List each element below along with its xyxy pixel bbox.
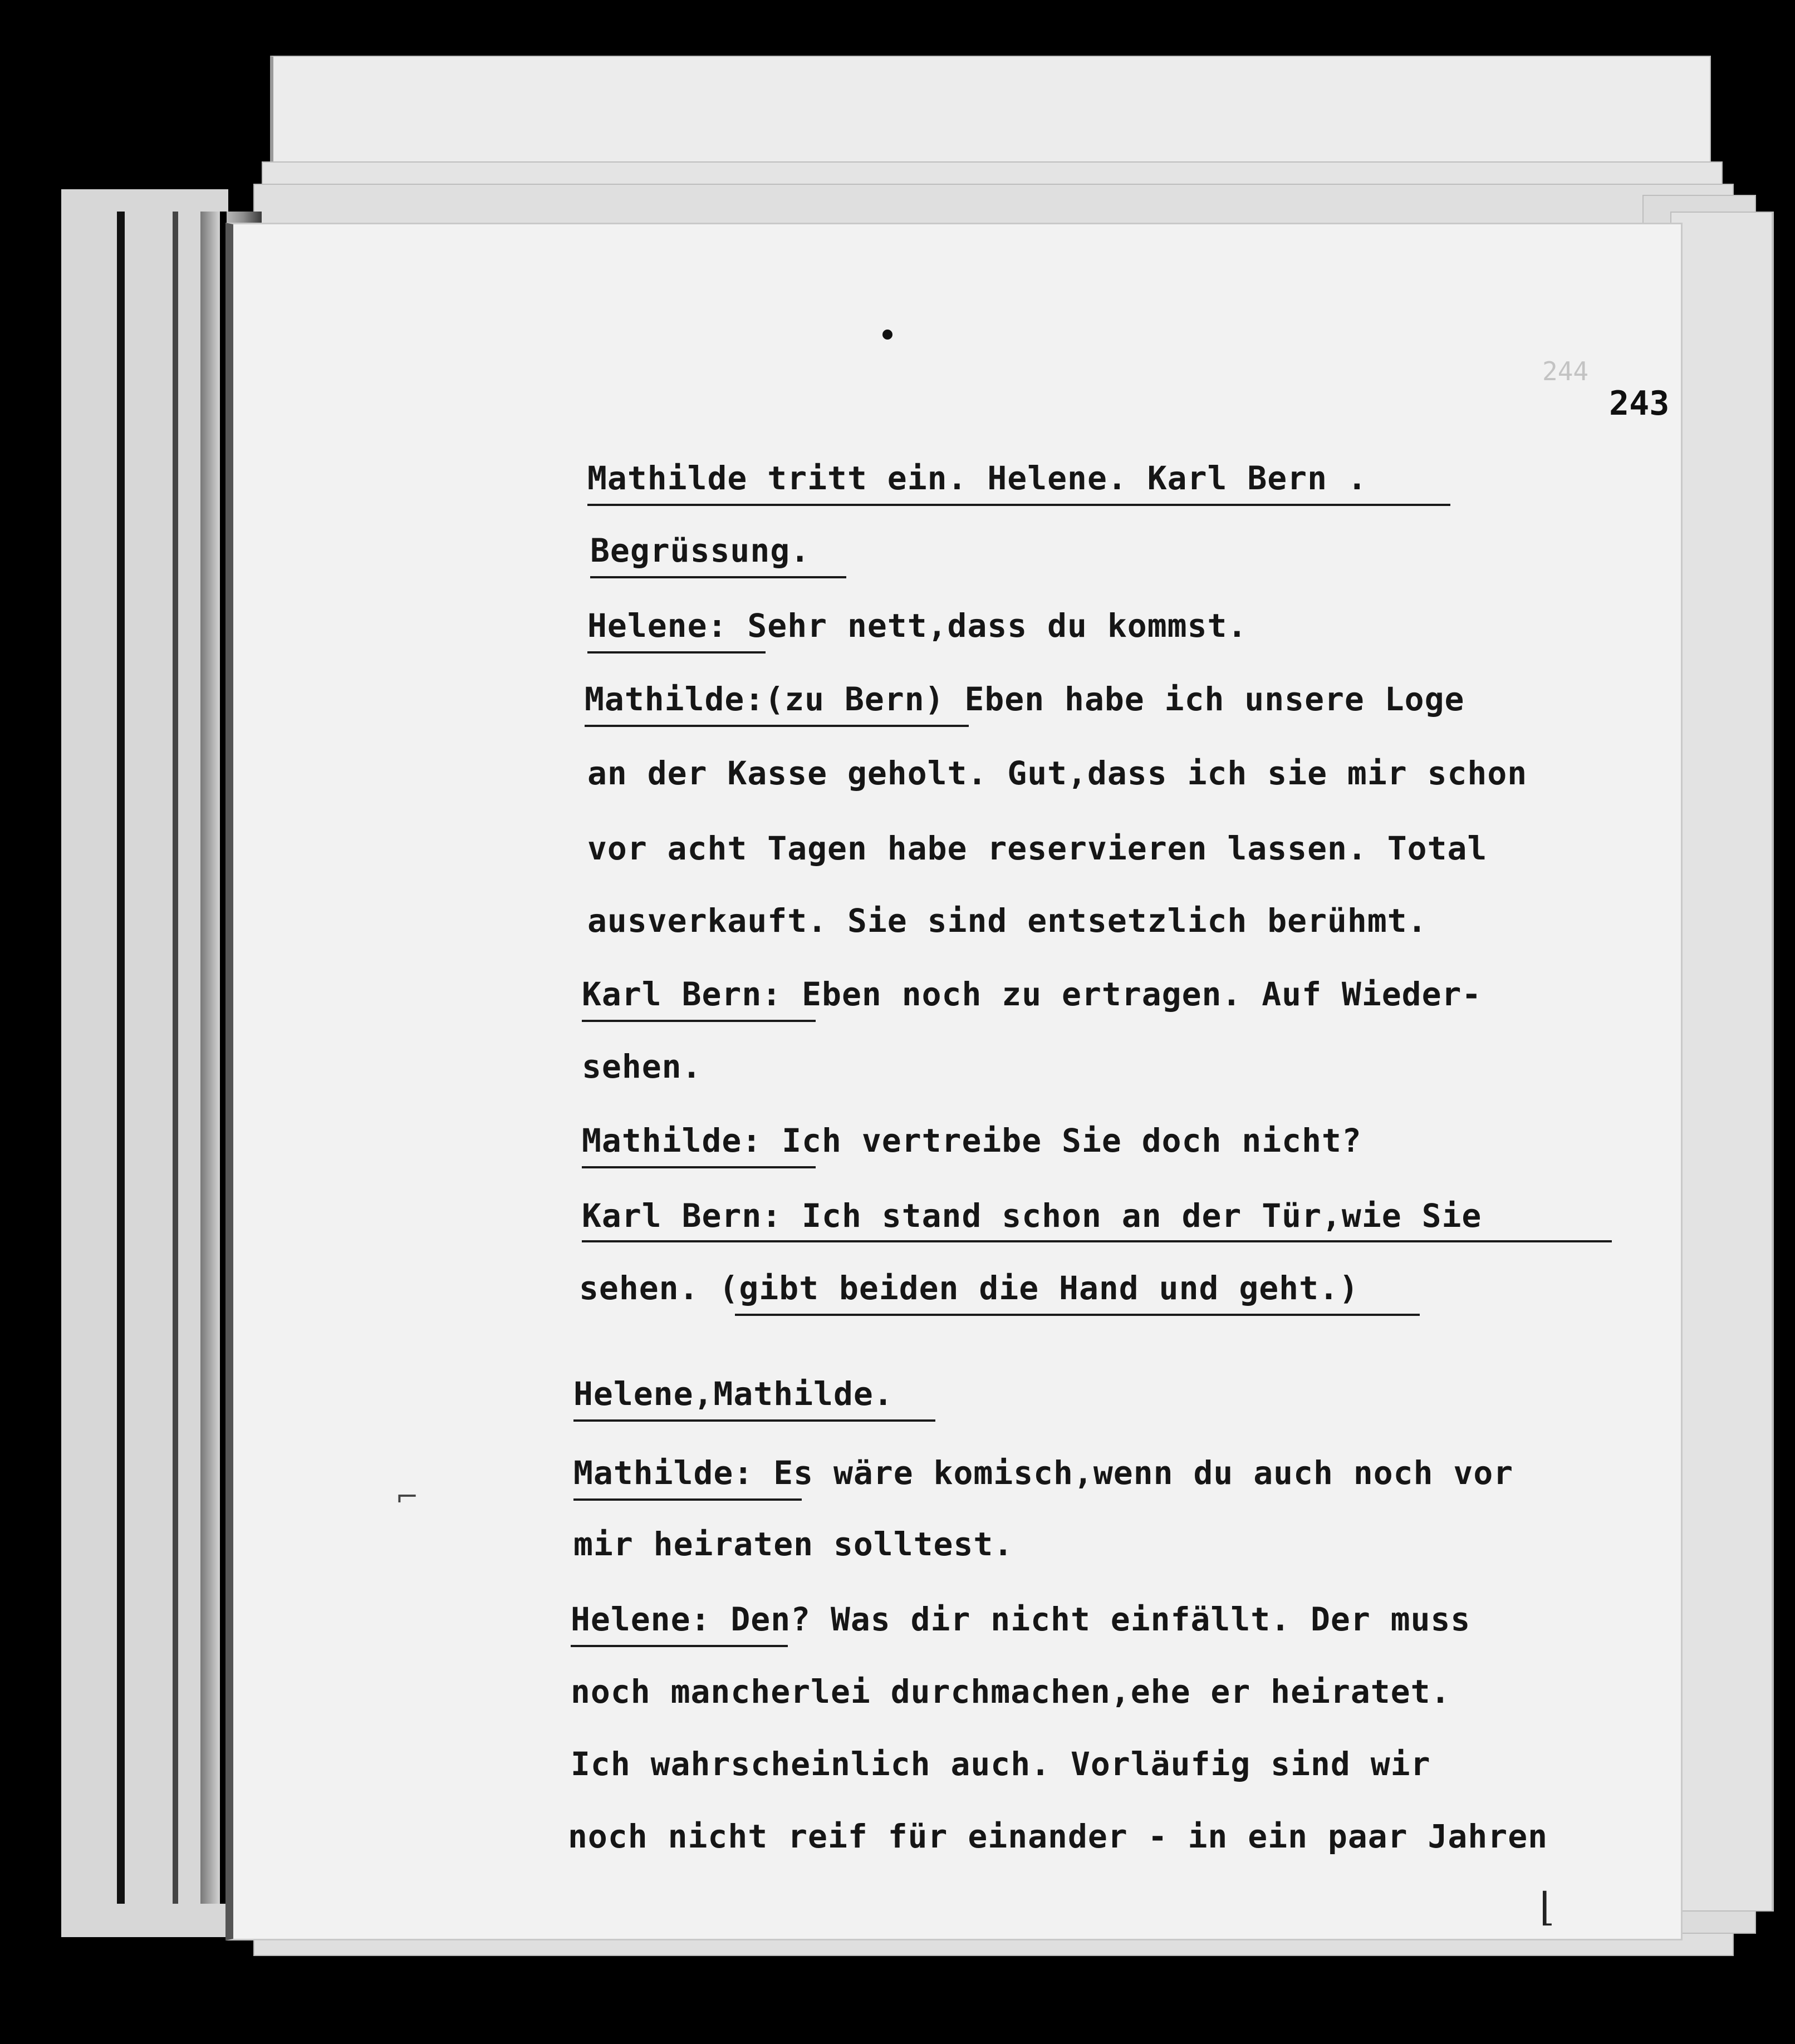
text-line: sehen. [582, 1048, 702, 1085]
text-line: Helene,Mathilde. [573, 1375, 894, 1413]
text-line: Ich wahrscheinlich auch. Vorläufig sind wir [571, 1745, 1431, 1783]
text-line: Mathilde: Es wäre komisch,wenn du auch noch vor [573, 1454, 1514, 1492]
underline [587, 651, 766, 654]
underline [573, 1419, 935, 1422]
page-number: 243 [1609, 384, 1670, 423]
text-line: Helene: Sehr nett,dass du kommst. [587, 607, 1248, 645]
back-sheet-edge [1670, 212, 1774, 1912]
underline [582, 1240, 1612, 1242]
underline [573, 1498, 802, 1501]
underline [571, 1645, 788, 1647]
text-line: mir heiraten solltest. [573, 1525, 1014, 1563]
text-line: an der Kasse geholt. Gut,dass ich sie mir schon [587, 754, 1528, 792]
text-line: Mathilde:(zu Bern) Eben habe ich unsere Loge [585, 680, 1465, 718]
underline [582, 1166, 816, 1168]
text-line: sehen. (gibt beiden die Hand und geht.) [579, 1269, 1359, 1307]
binding-stripe [173, 212, 178, 1904]
underline [587, 504, 1450, 506]
underline [735, 1314, 1420, 1316]
text-line: vor acht Tagen habe reservieren lassen. Total [587, 829, 1488, 867]
ink-dot [882, 330, 892, 340]
text-line: Mathilde: Ich vertreibe Sie doch nicht? [582, 1122, 1362, 1159]
left-binding [61, 189, 228, 1937]
text-line: Mathilde tritt ein. Helene. Karl Bern . [587, 459, 1367, 497]
underline [585, 725, 785, 727]
text-line: Karl Bern: Eben noch zu ertragen. Auf Wieder- [582, 975, 1482, 1013]
underline [590, 576, 846, 578]
text-line: Begrüssung. [590, 532, 811, 569]
text-line: ausverkauft. Sie sind entsetzlich berühmt. [587, 902, 1428, 940]
underline [582, 1020, 816, 1022]
underline [779, 725, 969, 727]
text-line: Helene: Den? Was dir nicht einfällt. Der muss [571, 1600, 1471, 1638]
text-line: noch mancherlei durchmachen,ehe er heiratet. [571, 1673, 1451, 1711]
bleed-through-page-number: 244 [1542, 356, 1589, 386]
text-line: noch nicht reif für einander - in ein paar Jahren [568, 1817, 1548, 1855]
pencil-mark: ⌐ [395, 1481, 419, 1513]
text-line: Karl Bern: Ich stand schon an der Tür,wie Sie [582, 1197, 1482, 1235]
binding-stripe [117, 212, 125, 1904]
pencil-mark: ⌊ [1539, 1884, 1555, 1930]
